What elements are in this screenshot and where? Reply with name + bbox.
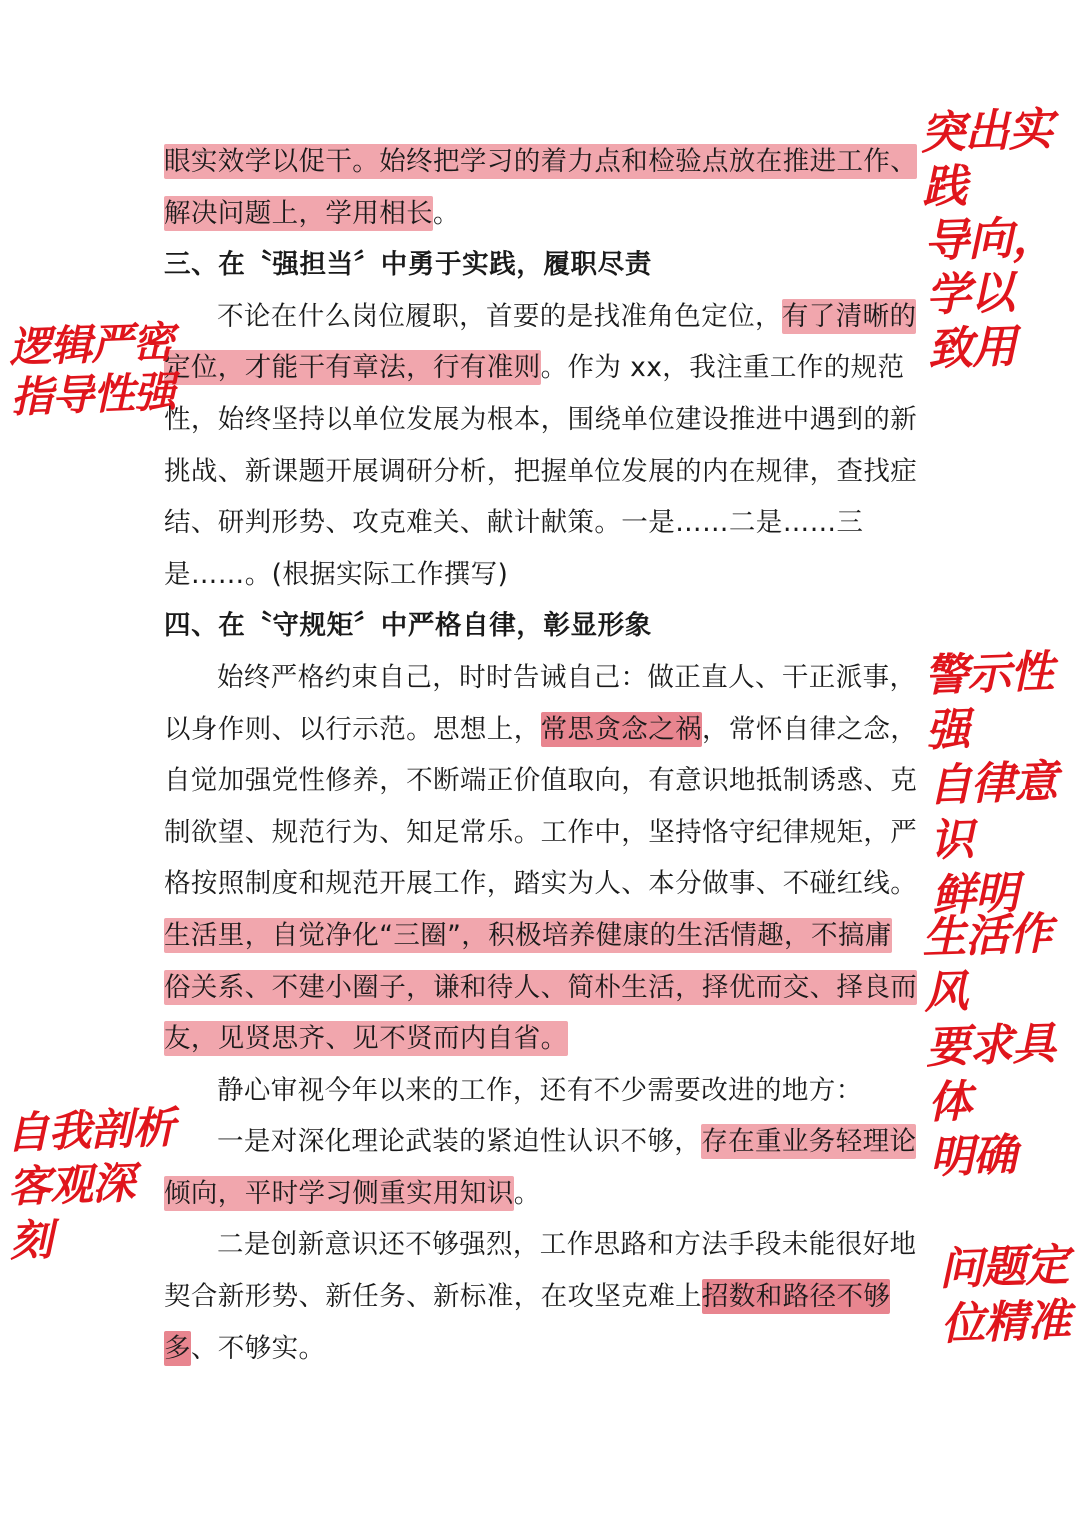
- highlight-study: 眼实效学以促干。始终把学习的着力点和检验点放在推进工作、解决问题上，学用相长: [164, 146, 918, 229]
- section-heading-3: 三、在〝强担当〞中勇于实践，履职尽责: [164, 249, 652, 281]
- paragraph-review: 静心审视今年以来的工作，还有不少需要改进的地方：: [217, 1074, 863, 1106]
- paragraph-role: [164, 291, 918, 601]
- annotation-line: 导向，学以: [923, 210, 1057, 322]
- annotation-line: 鲜明: [930, 867, 1019, 922]
- annotation-line: 位精准: [940, 1294, 1071, 1351]
- annotation-line: 刻: [9, 1215, 53, 1267]
- annotation-self-analysis: [5, 1101, 179, 1269]
- annotation-line: 逻辑严密: [8, 317, 174, 372]
- annotation-line: 生活作风: [921, 908, 1053, 1019]
- highlight-life: 生活里，自觉净化“三圈”，积极培养健康的生活情趣，不搞庸俗关系、不建小圈子，谦和待人、简朴生活，择优而交、择良而友，见贤思齐、见不贤而内自省。: [164, 919, 918, 1055]
- highlight-issue-2: 招数和路径不够多: [164, 1281, 891, 1364]
- issue-2-tail: 、不够实。: [190, 1332, 326, 1364]
- issue-1-start: 一是对深化理论武装的紧迫性认识不够，: [217, 1126, 702, 1158]
- annotation-warning: [923, 643, 1080, 923]
- annotation-practice: [919, 101, 1080, 376]
- highlight-role: 有了清晰的定位，才能干有章法，行有准则: [164, 300, 917, 384]
- annotation-line: 指导性强: [10, 367, 176, 422]
- annotation-line: 客观深: [7, 1158, 135, 1213]
- highlight-greed: 常思贪念之祸: [540, 713, 703, 745]
- highlight-issue-1: 存在重业务轻理论倾向，平时学习侧重实用知识: [164, 1126, 917, 1209]
- paragraph-role-start: 不论在什么岗位履职，首要的是找准角色定位，: [217, 300, 782, 332]
- annotation-lifestyle: [921, 905, 1080, 1185]
- paragraph-issue-1: [164, 1116, 918, 1219]
- paragraph-discipline: [164, 652, 918, 1065]
- paragraph-study: [164, 136, 918, 239]
- annotation-logic: [8, 317, 175, 423]
- document-body: [164, 136, 918, 1374]
- paragraph-issue-2: [164, 1219, 918, 1374]
- issue-1-tail: 。: [513, 1177, 541, 1209]
- paragraph-discipline-middle: ，常怀自律之念，自觉加强党性修养，不断端正价值取向，有意识地抵制诱惑、克制欲望、规范行为、知足常乐。工作中，坚持恪守纪律规矩，严格按照制度和规范开展工作，踏实为人、本分做事、不碰红线。: [164, 713, 918, 900]
- paragraph-discipline-start: 始终严格约束自己，时时告诫自己：做正直人、干正派事，以身作则、以行示范。思想上，: [164, 661, 917, 745]
- paragraph-study-tail: 。: [433, 197, 460, 229]
- issue-2-start: 二是创新意识还不够强烈，工作思路和方法手段未能很好地契合新形势、新任务、新标准，在攻坚克难上: [164, 1229, 917, 1313]
- annotation-line: 问题定: [938, 1239, 1069, 1296]
- section-heading-4: 四、在〝守规矩〞中严格自律，彰显形象: [164, 610, 652, 642]
- annotation-line: 明确: [928, 1129, 1017, 1184]
- annotation-line: 要求具体: [925, 1018, 1056, 1129]
- annotation-line: 自我剖析: [5, 1103, 175, 1159]
- annotation-line: 致用: [926, 319, 1017, 376]
- paragraph-role-rest: 。作为 xx，我注重工作的规范性，始终坚持以单位发展为根本，围绕单位建设推进中遇到的新挑战、新课题开展调研分析，把握单位发展的内在规律，查找症结、研判形势、攻克难关、献计献策。一是……二是……三是……。(根据实际工作撰写): [164, 352, 918, 590]
- annotation-line: 突出实践: [919, 102, 1054, 214]
- annotation-precision: [938, 1238, 1071, 1352]
- annotation-line: 警示性强: [923, 646, 1055, 757]
- annotation-line: 自律意识: [927, 756, 1058, 867]
